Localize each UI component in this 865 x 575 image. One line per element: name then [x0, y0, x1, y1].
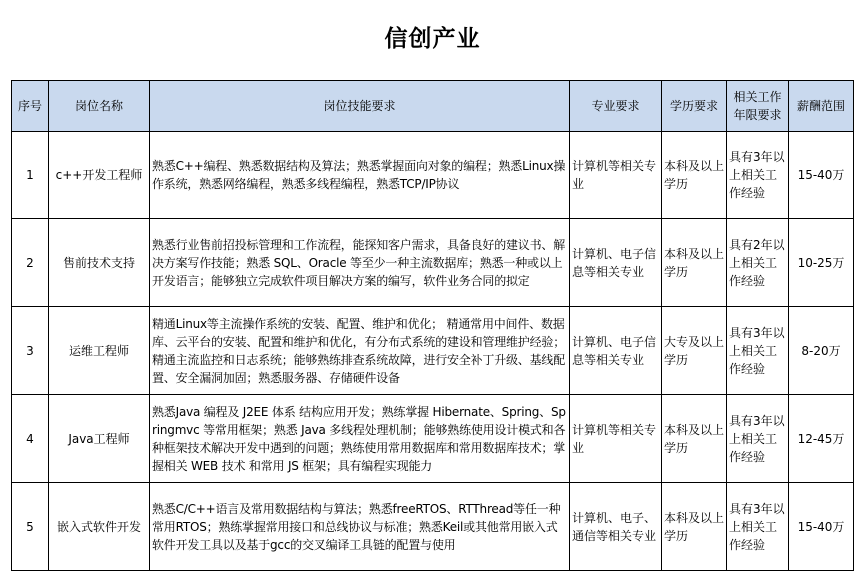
- cell-no: 3: [12, 307, 49, 395]
- cell-salary: 12-45万: [789, 395, 854, 483]
- cell-experience: 具有3年以上相关工作经验: [727, 395, 789, 483]
- cell-major: 计算机、电子、通信等相关专业: [570, 483, 662, 571]
- header-skills: 岗位技能要求: [150, 81, 570, 132]
- cell-no: 4: [12, 395, 49, 483]
- cell-major: 计算机、电子信息等相关专业: [570, 307, 662, 395]
- cell-no: 5: [12, 483, 49, 571]
- cell-salary: 10-25万: [789, 219, 854, 307]
- cell-skills: 熟悉C/C++语言及常用数据结构与算法；熟悉freeRTOS、RTThread等任一种常用RTOS；熟练掌握常用接口和总线协议与标准；熟悉Keil或其他常用嵌入式软件开发工具以及基于gcc的交叉编译工具链的配置与使用: [150, 483, 570, 571]
- cell-position-name: Java工程师: [49, 395, 150, 483]
- cell-major: 计算机等相关专业: [570, 132, 662, 219]
- cell-degree: 大专及以上学历: [662, 307, 727, 395]
- cell-major: 计算机等相关专业: [570, 395, 662, 483]
- header-no: 序号: [12, 81, 49, 132]
- cell-degree: 本科及以上学历: [662, 219, 727, 307]
- cell-degree: 本科及以上学历: [662, 132, 727, 219]
- table-row: [12, 483, 854, 571]
- table-header-row: [12, 81, 854, 132]
- cell-salary: 8-20万: [789, 307, 854, 395]
- cell-position-name: 售前技术支持: [49, 219, 150, 307]
- cell-salary: 15-40万: [789, 132, 854, 219]
- cell-salary: 15-40万: [789, 483, 854, 571]
- header-experience: 相关工作年限要求: [727, 81, 789, 132]
- cell-position-name: 嵌入式软件开发: [49, 483, 150, 571]
- page-title: 信创产业: [384, 26, 481, 52]
- header-degree: 学历要求: [662, 81, 727, 132]
- cell-skills: 熟悉行业售前招投标管理和工作流程，能探知客户需求，具备良好的建议书、解决方案写作技能；熟悉 SQL、Oracle 等至少一种主流数据库；熟悉一种或以上开发语言；能够独立完成软件项目解决方案的编写，软件业务合同的拟定: [150, 219, 570, 307]
- cell-major: 计算机、电子信息等相关专业: [570, 219, 662, 307]
- cell-skills: 精通Linux等主流操作系统的安装、配置、维护和优化； 精通常用中间件、数据库、云平台的安装、配置和维护和优化，有分布式系统的建设和管理维护经验；精通主流监控和日志系统；能够熟练排查系统故障，进行安全补丁升级、基线配置、安全漏洞加固；熟悉服务器、存储硬件设备: [150, 307, 570, 395]
- table-row: [12, 395, 854, 483]
- cell-skills: 熟悉C++编程、熟悉数据结构及算法；熟悉掌握面向对象的编程；熟悉Linux操作系统，熟悉网络编程，熟悉多线程编程，熟悉TCP/IP协议: [150, 132, 570, 219]
- cell-skills: 熟悉Java 编程及 J2EE 体系 结构应用开发；熟练掌握 Hibernate、Spring、Springmvc 等常用框架；熟悉 Java 多线程处理机制；能够熟练使用设计模式和各种框架技术解决开发中遇到的问题；熟练使用常用数据库和常用数据库技术；掌握相关 WEB 技术 和常用 JS 框架；具有编程实现能力: [150, 395, 570, 483]
- cell-experience: 具有2年以上相关工作经验: [727, 219, 789, 307]
- table-row: [12, 132, 854, 219]
- cell-no: 1: [12, 132, 49, 219]
- table-row: [12, 307, 854, 395]
- cell-experience: 具有3年以上相关工作经验: [727, 132, 789, 219]
- cell-position-name: c++开发工程师: [49, 132, 150, 219]
- cell-experience: 具有3年以上相关工作经验: [727, 307, 789, 395]
- cell-position-name: 运维工程师: [49, 307, 150, 395]
- cell-degree: 本科及以上学历: [662, 483, 727, 571]
- header-position-name: 岗位名称: [49, 81, 150, 132]
- cell-experience: 具有3年以上相关工作经验: [727, 483, 789, 571]
- cell-no: 2: [12, 219, 49, 307]
- job-requirements-table: [11, 80, 854, 571]
- header-salary: 薪酬范围: [789, 81, 854, 132]
- cell-degree: 本科及以上学历: [662, 395, 727, 483]
- header-major: 专业要求: [570, 81, 662, 132]
- table-row: [12, 219, 854, 307]
